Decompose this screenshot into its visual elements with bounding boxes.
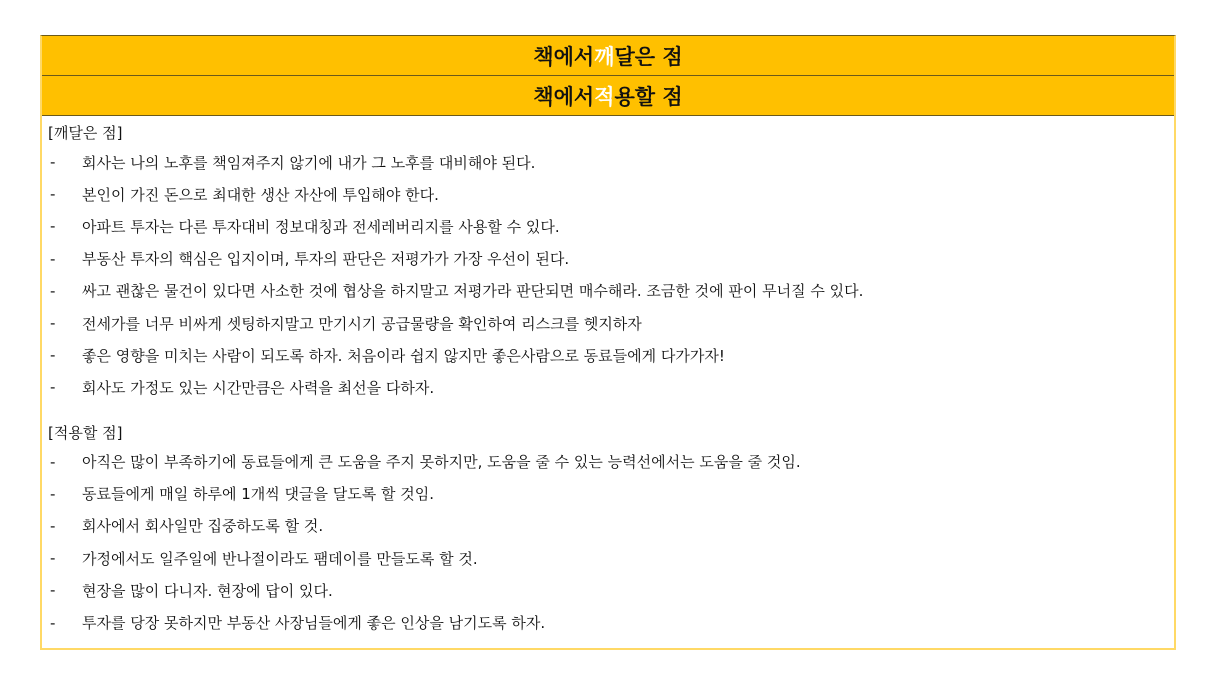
realized-list [48,146,1174,404]
list-item [48,371,1174,403]
list-item-text: 좋은 영향을 미치는 사람이 되도록 하자. 처음이라 쉽지 않지만 좋은사람으로 동료들에게 다가가자! [82,346,725,365]
bullet-dash: - [50,185,56,204]
list-item-text: 싸고 괜찮은 물건이 있다면 사소한 것에 협상을 하지말고 저평가라 판단되면 매수해라. 조금한 것에 판이 무너질 수 있다. [82,282,864,301]
list-item [48,606,1174,638]
title-realized-pre: 책에서 [533,44,595,69]
list-item-text: 투자를 당장 못하지만 부동산 사장님들에게 좋은 인상을 남기도록 하자. [82,614,546,633]
section-label-realized: [깨달은 점] [48,124,123,142]
list-item [48,510,1174,542]
bullet-dash: - [50,314,56,333]
list-item-text: 아직은 많이 부족하기에 동료들에게 큰 도움을 주지 못하지만, 도움을 줄 수 있는 능력선에서는 도움을 줄 것임. [82,453,801,472]
list-item [48,446,1174,478]
bullet-dash: - [50,549,56,568]
bullet-dash: - [50,249,56,268]
list-item-text: 회사는 나의 노후를 책임져주지 않기에 내가 그 노후를 대비해야 된다. [82,153,536,172]
section-spacer [48,404,1174,420]
list-item [48,307,1174,339]
bullet-dash: - [50,346,56,365]
list-item [48,275,1174,307]
list-item-text: 전세가를 너무 비싸게 셋팅하지말고 만기시기 공급물량을 확인하여 리스크를 헷지하자 [82,314,642,333]
list-item-text: 가정에서도 일주일에 반나절이라도 팸데이를 만들도록 할 것. [82,549,478,568]
list-item-text: 현장을 많이 다니자. 현장에 답이 있다. [82,581,333,600]
list-item-text: 부동산 투자의 핵심은 입지이며, 투자의 판단은 저평가가 가장 우선이 된다. [82,250,570,269]
list-item [48,210,1174,242]
title-apply-pre: 책에서 [533,84,595,109]
list-item-text: 회사에서 회사일만 집중하도록 할 것. [82,517,324,536]
bullet-dash: - [50,581,56,600]
section-label-apply: [적용할 점] [48,423,123,442]
list-item [48,339,1174,371]
bullet-dash: - [50,484,56,503]
bullet-dash: - [50,281,56,300]
content [42,116,1174,639]
bullet-dash: - [50,378,56,397]
list-item-text: 본인이 가진 돈으로 최대한 생산 자산에 투입해야 한다. [82,185,439,204]
list-item [48,574,1174,606]
list-item [48,178,1174,210]
bullet-dash: - [50,217,56,236]
bullet-dash: - [50,613,56,632]
document-box [40,35,1176,650]
list-item [48,542,1174,574]
title-apply [42,76,1174,116]
list-item-text: 동료들에게 매일 하루에 1개씩 댓글을 달도록 할 것임. [82,485,434,504]
bullet-dash: - [50,153,56,172]
bullet-dash: - [50,452,56,471]
apply-list [48,446,1174,639]
title-apply-highlight: 적 [594,84,615,109]
bullet-dash: - [50,516,56,535]
list-item-text: 아파트 투자는 다른 투자대비 정보대칭과 전세레버리지를 사용할 수 있다. [82,217,560,236]
list-item-text: 회사도 가정도 있는 시간만큼은 사력을 최선을 다하자. [82,378,435,397]
title-realized-post: 달은 점 [614,44,683,69]
title-realized [42,36,1174,76]
list-item [48,146,1174,178]
title-apply-post: 용할 점 [614,84,683,109]
title-realized-highlight: 깨 [594,44,615,69]
list-item [48,243,1174,275]
list-item [48,478,1174,510]
